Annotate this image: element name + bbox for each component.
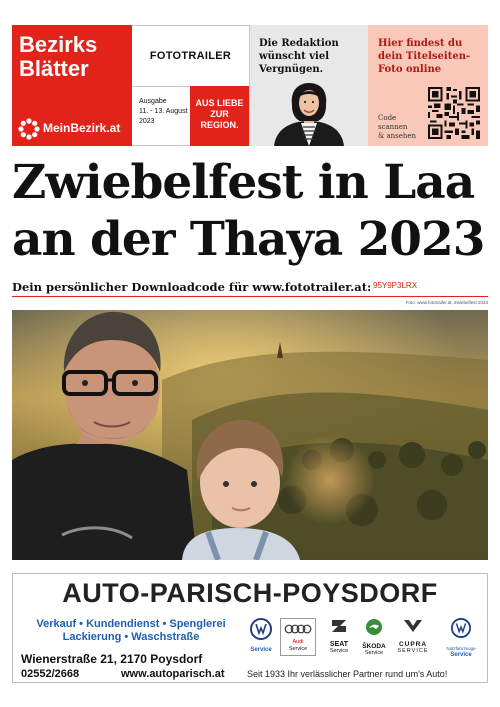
cupra-service-logo	[391, 618, 435, 655]
brand-name-line2: Blätter	[19, 56, 89, 81]
editor-portrait	[256, 83, 362, 146]
ad-slogan: Seit 1933 Ihr verlässlicher Partner rund um's Auto!	[247, 669, 448, 679]
editor-line1: Die Redaktion	[259, 38, 339, 49]
ad-services-line2: Lackierung • Waschstraße	[62, 631, 200, 643]
cover-photo-panel	[368, 25, 488, 146]
vw-commercial-caption-1: Nutzfahrzeuge	[446, 646, 476, 651]
cupra-caption-2: SERVICE	[397, 648, 429, 654]
download-code-subtitle: Dein persönlicher Downloadcode für www.fototrailer.at:	[12, 280, 372, 294]
scan-instruction	[378, 114, 416, 141]
cover-line3: Foto online	[378, 64, 442, 75]
cover-line2: dein Titelseiten-	[378, 51, 471, 62]
fototrailer-label: FOTOTRAILER	[149, 50, 232, 62]
vw-service-logo	[241, 618, 281, 654]
brand-name-line1: Bezirks	[19, 32, 98, 57]
audi-rings-icon	[284, 624, 312, 634]
ad-website[interactable]: www.autoparisch.at	[121, 668, 225, 680]
fototrailer-panel	[132, 25, 250, 146]
region-line2: ZUR	[210, 109, 229, 119]
meinbezirk-flower-icon	[18, 118, 40, 140]
divider	[12, 296, 488, 297]
skoda-service-logo	[354, 618, 394, 657]
ad-address: Wienerstraße 21, 2170 Poysdorf	[21, 652, 203, 666]
region-line3: REGION.	[200, 120, 239, 130]
issue-label: Ausgabe	[139, 98, 167, 105]
audi-caption-1: Audi	[292, 639, 304, 645]
skoda-icon	[365, 618, 383, 636]
ad-services	[21, 618, 241, 644]
editor-line2: wünscht viel	[259, 51, 330, 62]
ad-services-line1: Verkauf • Kundendienst • Spenglerei	[36, 618, 226, 630]
skoda-caption-1: ŠKODA	[362, 643, 386, 650]
audi-caption-2: Service	[288, 646, 308, 652]
cupra-caption-1: CUPRA	[398, 641, 428, 648]
cover-line1: Hier findest du	[378, 38, 463, 49]
seat-icon	[330, 618, 348, 634]
event-photo	[12, 310, 488, 560]
qr-code-icon[interactable]	[428, 87, 480, 139]
seat-caption-2: Service	[329, 648, 349, 654]
ad-title: AUTO-PARISCH-POYSDORF	[62, 578, 438, 608]
seat-service-logo	[319, 618, 359, 655]
ad-phone: 02552/2668	[21, 668, 80, 680]
region-badge	[190, 86, 249, 146]
issue-dates: 11. - 13. August	[139, 108, 188, 115]
seat-caption-1: SEAT	[329, 641, 349, 648]
scan-line2: scannen	[378, 123, 408, 131]
editor-line3: Vergnügen.	[259, 64, 324, 75]
audi-service-logo	[278, 618, 318, 656]
scan-line1: Code	[378, 114, 397, 122]
issue-year: 2023	[139, 118, 155, 125]
headline-line2: an der Thaya 2023	[12, 212, 485, 267]
issue-info	[132, 86, 190, 146]
advertisement	[12, 573, 488, 683]
skoda-caption-2: Service	[364, 650, 384, 656]
headline	[12, 154, 492, 268]
editor-panel	[250, 25, 368, 146]
editor-greeting	[259, 37, 363, 76]
vw-commercial-caption-2: Service	[450, 652, 472, 658]
photo-credit: Foto: www.fototrailer.at, Zwiebelfest 2023	[405, 300, 488, 305]
masthead-logo	[12, 25, 132, 146]
cupra-icon	[402, 618, 424, 634]
cover-photo-text	[378, 37, 484, 76]
vw-icon	[250, 618, 272, 640]
region-line1: AUS LIEBE	[195, 98, 244, 108]
vw-commercial-icon	[451, 618, 471, 638]
download-code[interactable]: 95Y9P3LRX	[373, 281, 418, 290]
brand-site: MeinBezirk.at	[43, 121, 121, 135]
vw-commercial-service-logo	[439, 618, 483, 659]
vw-caption: Service	[250, 647, 272, 653]
headline-line1: Zwiebelfest in Laa	[12, 155, 475, 210]
scan-line3: & ansehen	[378, 132, 417, 140]
